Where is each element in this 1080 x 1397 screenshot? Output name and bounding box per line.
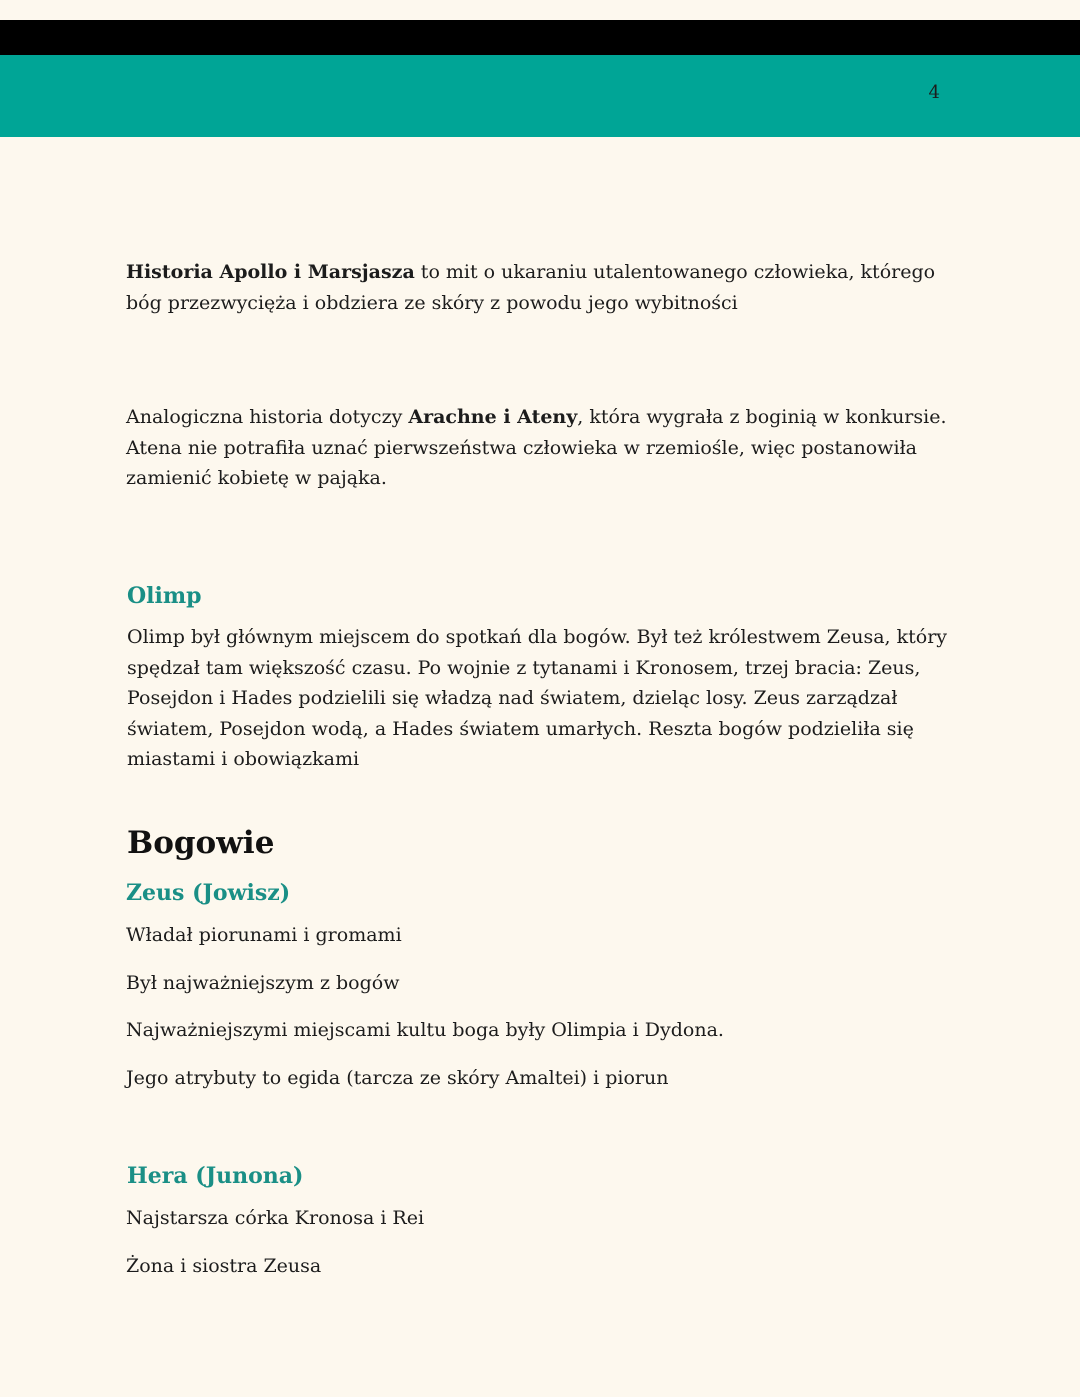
list-item-zeus-3: Najważniejszymi miejscami kultu boga były Olimpia i Dydona.: [126, 1019, 724, 1041]
top-black-bar: [0, 20, 1080, 55]
paragraph-olimp: Olimp był głównym miejscem do spotkań dla bogów. Był też królestwem Zeusa, który spędzał tam większość czasu. Po wojnie z tytanami i Kronosem, trzej bracia: Zeus, Posejdon i Hades podzielili się władzą nad światem, dzieląc losy. Zeus zarządzał światem, Posejdon wodą, a Hades światem umarłych. Reszta bogów podzieliła się miastami i obowiązkami: [127, 626, 948, 770]
paragraph-text-after: , która wygrała z boginią w konkursie. Atena nie potrafiła uznać pierwszeństwa człowieka w rzemiośle, więc postanowiła zamienić kobietę w pająka.: [126, 406, 947, 489]
heading-hera: Hera (Junona): [127, 1163, 304, 1189]
list-item-zeus-1: Władał piorunami i gromami: [126, 924, 402, 946]
heading-olimp: Olimp: [127, 583, 202, 609]
list-item-hera-2: Żona i siostra Zeusa: [126, 1255, 322, 1277]
paragraph-apollo-marsjasz: [126, 257, 956, 318]
heading-zeus: Zeus (Jowisz): [126, 880, 291, 906]
page-number: 4: [928, 82, 940, 103]
paragraph-text-before: Analogiczna historia dotyczy: [126, 406, 409, 428]
heading-bogowie: Bogowie: [127, 825, 275, 861]
bold-title-arachne: Arachne i Ateny: [408, 406, 578, 428]
header-teal-band: [0, 55, 1080, 137]
list-item-hera-1: Najstarsza córka Kronosa i Rei: [126, 1207, 425, 1229]
list-item-zeus-2: Był najważniejszym z bogów: [126, 972, 400, 994]
paragraph-text: to mit o ukaraniu utalentowanego człowieka, którego bóg przezwycięża i obdziera ze skóry z powodu jego wybitności: [126, 261, 936, 314]
bold-title-apollo: Historia Apollo i Marsjasza: [126, 261, 415, 283]
paragraph-arachne-atena: [126, 402, 956, 494]
list-item-zeus-4: Jego atrybuty to egida (tarcza ze skóry Amaltei) i piorun: [126, 1067, 669, 1089]
